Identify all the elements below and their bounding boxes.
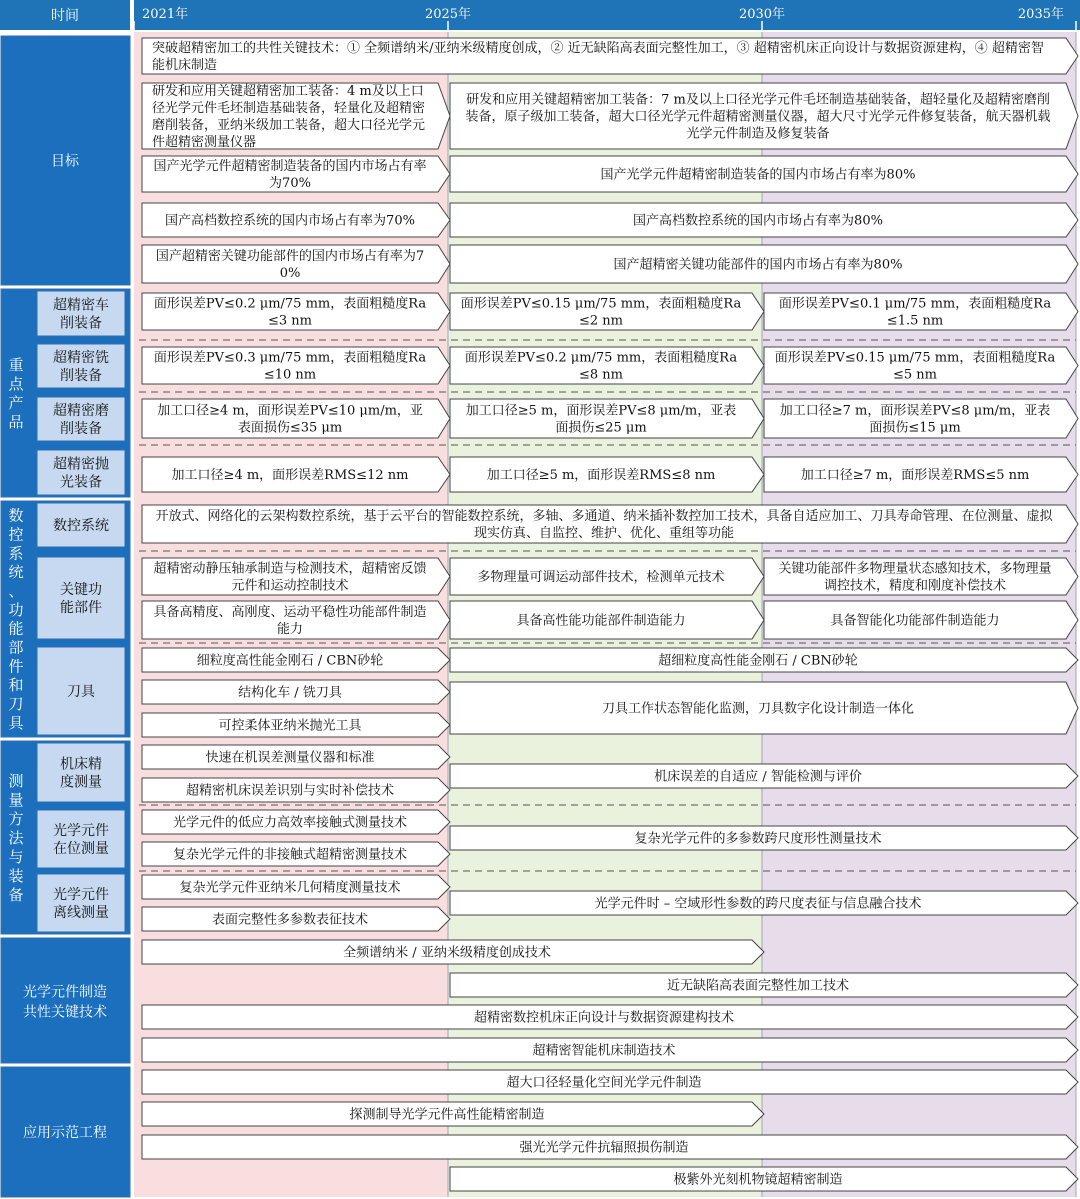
subcategory-labels [37, 291, 125, 932]
section-demo [1, 1067, 130, 1197]
roadmap-item-33 [142, 745, 450, 769]
arrow-label: 突破超精密加工的共性关键技术：① 全频谱纳米/亚纳米级精度创成，② 近无缺陷高表面完整性加工，③ 超精密机床正向设计与数据资源建构，④ 超精密智 [152, 41, 1044, 57]
section-label-char: 重 [8, 355, 24, 374]
roadmap-item-16 [450, 399, 764, 438]
arrow-label: 超精密动静压轴承制造与检测技术，超精密反馈 [153, 561, 427, 577]
roadmap-item-9 [142, 293, 450, 330]
arrow-label: 超精密机床误差识别与实时补偿技术 [185, 783, 395, 799]
subcategory-box [37, 810, 125, 868]
section-label: 应用示范工程 [23, 1125, 107, 1141]
subcategory-label: 超精密磨 [53, 403, 109, 419]
roadmap-item-19 [450, 457, 764, 492]
subcategory-label: 超精密抛 [53, 456, 109, 473]
arrow-label: 国产高档数控系统的国内市场占有率为80% [633, 213, 883, 229]
subcategory-label: 机床精 [60, 756, 102, 773]
roadmap-item-1 [142, 83, 450, 150]
subcategory-7 [37, 743, 125, 802]
subcategory-3 [37, 450, 125, 495]
section-label-line: 光学元件制造 [23, 984, 107, 1001]
arrow-label: 面形误差PV≤0.15 μm/75 mm，表面粗糙度Ra [460, 296, 742, 312]
section-label-char: 具 [8, 713, 24, 732]
section-common [1, 938, 130, 1063]
arrow-label: 研发和应用关键超精密加工装备：7 m及以上口径光学元件毛坯制造基础装备，超轻量化及超精密磨削 [466, 92, 1050, 108]
section-label-line: 共性关键技术 [23, 1004, 107, 1021]
subcategory-label: 离线测量 [53, 905, 109, 921]
subcategory-label: 超精密车 [53, 297, 109, 314]
subcategory-label: 削装备 [60, 315, 102, 332]
arrow-label: 能力 [276, 622, 304, 638]
roadmap-item-10 [450, 293, 764, 330]
roadmap-item-15 [142, 399, 450, 438]
section-label-char: 备 [8, 885, 24, 904]
arrow-label: 国产高档数控系统的国内市场占有率为70% [165, 213, 415, 229]
roadmap-item-0 [142, 38, 1078, 74]
arrow-label: 0% [279, 266, 301, 282]
subcategory-2 [37, 397, 125, 441]
roadmap-item-32 [142, 713, 450, 737]
roadmap-item-27 [764, 601, 1078, 639]
arrow-label: 具备高性能功能部件制造能力 [516, 613, 686, 629]
section-label-char: 数 [8, 506, 24, 525]
arrow-label: 加工口径≥5 m，面形误差RMS≤8 nm [486, 468, 716, 484]
roadmap-item-26 [450, 601, 764, 639]
arrow-label: 磨削装备，亚纳米级加工装备，超大口径光学元 [152, 118, 426, 134]
section-label-char: 统 [8, 563, 24, 582]
arrow-label: 径光学元件毛坯制造基础装备，轻量化及超精密 [152, 101, 426, 117]
subcategory-4 [37, 503, 125, 547]
roadmap-item-45 [142, 1038, 1078, 1062]
subcategory-label: 削装备 [60, 421, 102, 437]
roadmap-item-35 [450, 764, 1078, 788]
subcategory-label: 刀具 [67, 684, 95, 700]
roadmap-item-42 [142, 940, 764, 964]
arrow-label: 国产光学元件超精密制造装备的国内市场占有率为80% [600, 167, 916, 183]
section-label-char: 件 [8, 657, 24, 676]
year-label-2030: 2030年 [738, 7, 786, 22]
arrow-label: 加工口径≥5 m，面形误差PV≤8 μm/m，亚表 [465, 403, 737, 419]
arrow-label: 国产光学元件超精密制造装备的国内市场占有率 [153, 159, 427, 175]
section-label-char: 刀 [8, 695, 24, 714]
section-label-char: 和 [8, 676, 24, 695]
roadmap-item-23 [450, 558, 764, 595]
arrow-label: 面形误差PV≤0.15 μm/75 mm，表面粗糙度Ra [774, 350, 1056, 366]
arrow-label: 加工口径≥7 m，面形误差RMS≤5 nm [800, 468, 1030, 484]
subcategory-label: 超精密铣 [53, 350, 109, 366]
section-label-char: 装 [8, 866, 24, 885]
arrow-label: 具备高精度、高刚度、运动平稳性功能部件制造 [153, 605, 427, 621]
arrow-label: 国产超精密关键功能部件的国内市场占有率为7 [155, 249, 425, 265]
arrow-label: 极紫外光刻机物镜超精密制造 [673, 1172, 843, 1188]
roadmap-item-46 [142, 1070, 1078, 1094]
roadmap-item-7 [142, 245, 450, 283]
arrow-label: 快速在机误差测量仪器和标准 [205, 750, 375, 766]
roadmap-item-39 [142, 875, 450, 899]
arrow-label: 超大口径轻量化空间光学元件制造 [506, 1075, 702, 1091]
roadmap-item-25 [142, 601, 450, 639]
roadmap-item-49 [450, 1167, 1078, 1191]
arrow-label: 复杂光学元件的多参数跨尺度形性测量技术 [634, 831, 882, 847]
arrow-label: 开放式、网络化的云架构数控系统，基于云平台的智能数控系统，多轴、多通道、纳米插补数控加工技术，具备自适应加工、刀具寿命管理、在位测量、虚拟 [155, 509, 1053, 525]
section-label-char: 系 [8, 544, 24, 563]
roadmap-item-2 [450, 83, 1078, 149]
arrow-label: 光学元件制造及修复装备 [686, 126, 830, 142]
arrow-label: 结构化车 / 铣刀具 [238, 685, 342, 701]
subcategory-label: 关键功 [60, 582, 102, 598]
year-label-2021: 2021年 [142, 7, 189, 22]
section-label-char: 产 [8, 393, 24, 412]
roadmap-item-21 [142, 505, 1078, 543]
timeline-header [0, 0, 1080, 30]
subcategory-9 [37, 874, 125, 932]
subcategory-label: 度测量 [60, 774, 102, 791]
arrow-label: ≤8 nm [579, 367, 623, 383]
arrow-label: 研发和应用关键超精密加工装备：4 m及以上口 [152, 84, 424, 100]
arrow-label: ≤1.5 nm [886, 313, 944, 329]
roadmap-item-20 [764, 457, 1078, 492]
section-label-char: 测 [8, 771, 24, 790]
arrow-label: 加工口径≥4 m，面形误差PV≤10 μm/m，亚 [157, 403, 423, 419]
arrow-label: 复杂光学元件的非接触式超精密测量技术 [172, 847, 408, 863]
subcategory-6 [37, 647, 125, 735]
section-label-char: 品 [8, 412, 24, 431]
subcategory-1 [37, 344, 125, 388]
roadmap-item-43 [450, 973, 1078, 997]
section-goal [1, 36, 130, 285]
subcategory-label: 削装备 [60, 368, 102, 384]
arrow-label: ≤2 nm [579, 313, 623, 329]
subcategory-0 [37, 291, 125, 336]
roadmap-item-11 [764, 293, 1078, 330]
subcategory-box [37, 743, 125, 802]
arrow-label: 光学元件的低应力高效率接触式测量技术 [172, 815, 408, 831]
roadmap-item-13 [450, 347, 764, 384]
roadmap-item-5 [142, 203, 450, 237]
arrow-label: 细粒度高性能金刚石 / CBN砂轮 [196, 653, 384, 669]
section-label-char: 方 [8, 809, 24, 828]
subcategory-5 [37, 557, 125, 639]
arrow-label: 面损伤≤25 μm [555, 420, 647, 436]
section-label-char: 量 [8, 790, 24, 809]
arrow-label: 表面损伤≤35 μm [237, 420, 343, 436]
arrow-label: 复杂光学元件亚纳米几何精度测量技术 [179, 880, 401, 896]
arrow-label: 超细粒度高性能金刚石 / CBN砂轮 [658, 653, 858, 669]
subcategory-label: 数控系统 [53, 518, 109, 534]
roadmap-item-22 [142, 558, 450, 595]
time-label: 时间 [51, 8, 79, 24]
arrow-label: 具备智能化功能部件制造能力 [830, 613, 1000, 629]
arrow-label: 元件和运动控制技术 [231, 578, 349, 594]
arrow-label: 为70% [269, 176, 311, 192]
roadmap-item-24 [764, 558, 1078, 595]
roadmap-item-36 [142, 810, 450, 834]
roadmap-item-14 [764, 347, 1078, 384]
arrow-label: 探测制导光学元件高性能精密制造 [349, 1107, 545, 1123]
roadmap-item-17 [764, 399, 1078, 438]
section-label: 目标 [51, 153, 79, 170]
roadmap-item-41 [450, 891, 1078, 915]
roadmap-item-18 [142, 457, 450, 492]
arrow-label: 国产超精密关键功能部件的国内市场占有率为80% [613, 257, 903, 273]
roadmap-item-28 [142, 648, 450, 672]
subcategory-label: 光装备 [60, 474, 102, 491]
roadmap-item-12 [142, 347, 450, 384]
roadmap-item-48 [142, 1135, 1078, 1159]
arrow-label: ≤10 nm [263, 367, 317, 383]
arrow-label: 面形误差PV≤0.2 μm/75 mm，表面粗糙度Ra [464, 350, 738, 366]
year-label-2035: 2035年 [1017, 7, 1064, 22]
section-label-char: 法 [8, 828, 24, 847]
section-label-char: 、 [8, 582, 24, 601]
subcategory-label: 光学元件 [53, 887, 109, 903]
arrow-label: 调控技术，精度和刚度补偿技术 [823, 578, 1007, 594]
roadmap-item-6 [450, 203, 1078, 237]
arrow-label: 多物理量可调运动部件技术，检测单元技术 [477, 570, 725, 586]
arrow-label: 机床误差的自适应 / 智能检测与评价 [654, 769, 862, 785]
arrow-label: 超精密数控机床正向设计与数据资源建构技术 [473, 1010, 735, 1026]
section-label-char: 与 [8, 847, 24, 866]
section-box [1, 938, 130, 1063]
arrow-label: 面形误差PV≤0.1 μm/75 mm，表面粗糙度Ra [778, 296, 1052, 312]
arrow-label: 件超精密测量仪器 [152, 135, 257, 151]
subcategory-box [37, 557, 125, 639]
section-label-char: 能 [8, 619, 24, 638]
arrow-label: 面形误差PV≤0.3 μm/75 mm，表面粗糙度Ra [153, 350, 427, 366]
arrow-label: 关键功能部件多物理量状态感知技术，多物理量 [778, 561, 1052, 577]
section-label-char: 功 [8, 600, 24, 619]
arrow-label: 全频谱纳米 / 亚纳米级精度创成技术 [343, 945, 551, 961]
subcategory-8 [37, 810, 125, 868]
roadmap-items [142, 38, 1078, 1191]
subcategory-label: 光学元件 [53, 823, 109, 839]
arrow-label: 光学元件时 – 空域形性参数的跨尺度表征与信息融合技术 [594, 896, 922, 912]
roadmap-item-4 [450, 156, 1078, 192]
section-label-char: 点 [8, 374, 24, 393]
year-axis-cell [134, 0, 1080, 30]
roadmap-item-44 [142, 1005, 1078, 1029]
arrow-label: 刀具工作状态智能化监测，刀具数字化设计制造一体化 [601, 701, 915, 717]
arrow-label: 加工口径≥7 m，面形误差PV≤8 μm/m，亚表 [779, 403, 1051, 419]
arrow-label: 面损伤≤15 μm [869, 420, 961, 436]
arrow-label: 强光光学元件抗辐照损伤制造 [519, 1140, 689, 1156]
arrow-label: 可控柔体亚纳米抛光工具 [218, 718, 362, 734]
subcategory-box [37, 874, 125, 932]
roadmap-item-47 [142, 1102, 764, 1126]
arrow-label: 超精密智能机床制造技术 [532, 1043, 676, 1059]
arrow-label: 装备，原子级加工装备，超大口径光学元件超精密测量仪器，超大尺寸光学元件修复装备，航天器机载 [465, 109, 1051, 125]
arrow-label: 现实仿真、自监控、维护、优化、重组等功能 [473, 526, 735, 542]
subcategory-label: 在位测量 [53, 841, 109, 857]
roadmap-item-31 [450, 682, 1078, 734]
arrow-label: 近无缺陷高表面完整性加工技术 [666, 978, 850, 994]
section-label-char: 部 [8, 638, 24, 657]
arrow-label: 面形误差PV≤0.2 μm/75 mm，表面粗糙度Ra [153, 296, 427, 312]
arrow-label: ≤5 nm [893, 367, 937, 383]
roadmap-item-34 [142, 778, 450, 802]
arrow-label: 加工口径≥4 m，面形误差RMS≤12 nm [171, 468, 409, 484]
roadmap-item-38 [450, 826, 1078, 850]
arrow-label: 表面完整性多参数表征技术 [211, 912, 369, 928]
roadmap-item-8 [450, 245, 1078, 283]
section-label-char: 控 [8, 525, 24, 544]
arrow-label: 能机床制造 [152, 58, 218, 74]
roadmap-item-40 [142, 907, 450, 931]
year-label-2025: 2025年 [424, 7, 472, 22]
roadmap-item-30 [142, 680, 450, 704]
arrow-label: ≤3 nm [268, 313, 312, 329]
subcategory-label: 能部件 [60, 600, 102, 616]
roadmap-item-3 [142, 156, 450, 192]
roadmap-item-29 [450, 648, 1078, 672]
roadmap-item-37 [142, 842, 450, 866]
